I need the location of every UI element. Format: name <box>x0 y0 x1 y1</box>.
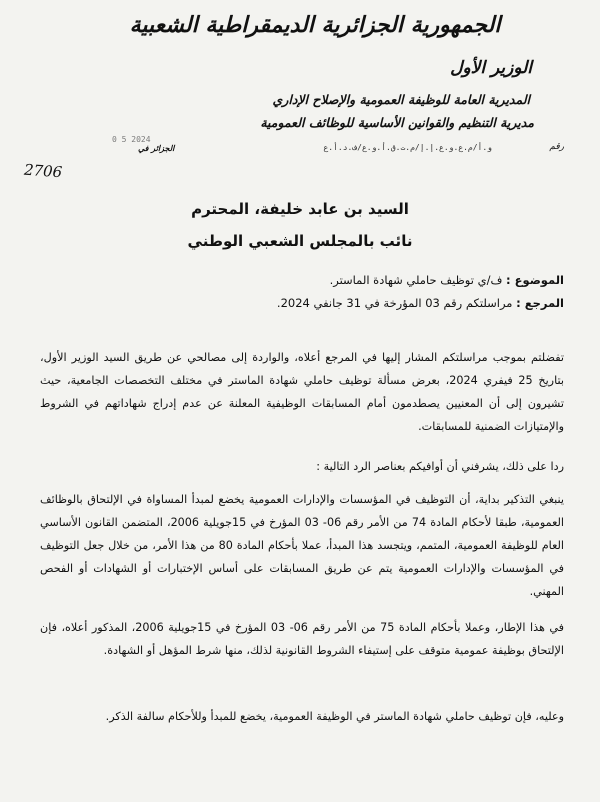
addressee-title: نائب بالمجلس الشعبي الوطني <box>187 232 413 250</box>
reference-line <box>40 296 564 310</box>
subject-text: ف/ي توظيف حاملي شهادة الماستر. <box>329 273 503 287</box>
reference-text: مراسلتكم رقم 03 المؤرخة في 31 جانفي 2024. <box>276 296 513 310</box>
body-paragraph-1: تفضلتم بموجب مراسلتكم المشار إليها في المرجع أعلاه، والواردة إلى مصالحي عن طريق السيد الوزير الأول، بتاريخ 25 فيفري 2024، بعرض مسألة توظيف حاملي شهادة الماستر في مختلف التخصصات الجامعية، حيث تشيرون إلى أن المعنيين يصطدمون أمام المسابقات الوظيفية المعلنة عن عدم إدراج شهاداتهم في الشروط والإمتيازات الضمنية للمسابقات. <box>40 351 564 433</box>
body-paragraph-2: ردا على ذلك، يشرفني أن أوافيكم بعناصر الرد التالية : <box>316 460 564 473</box>
date-stamp: 0 5 2024 <box>112 135 151 144</box>
body-paragraph-3: ينبغي التذكير بداية، أن التوظيف في المؤسسات والإدارات العمومية يخضع لمبدأ المساواة في الإلتحاق بالوظائف العمومية، طبقا لأحكام المادة 74 من الأمر رقم 06- 03 المؤرخ في 15جويلية 2006، المتضمن القانون الأساسي العام للوظيفة العمومية، المتمم، ويتجسد هذا المبدأ، عملا بأحكام المادة 80 من هذا الأمر، من خلال جعل التوظيف في المؤسسات والإدارات العمومية يتم عن طريق المسابقات على أساس الإختبارات أو الشهادات أو الفحص المهني. <box>40 493 564 598</box>
reference-code: و.أ/م.ع.و.ع.إ.إ/م.ت.ق.أ.و.ع/ف.د.أ.ع <box>323 143 492 152</box>
minister-heading: الوزير الأول <box>450 58 532 78</box>
addressee-name: السيد بن عابد خليفة، المحترم <box>191 200 409 218</box>
subject-line <box>40 273 564 287</box>
handwritten-number: 2706 <box>23 160 63 182</box>
reference-label: المرجع : <box>516 296 564 310</box>
body-paragraph-4: في هذا الإطار، وعملا بأحكام المادة 75 من الأمر رقم 06- 03 المؤرخ في 15جويلية 2006، المذكور أعلاه، فإن الإلتحاق بوظيفة عمومية متوقف على إستيفاء الشروط القانونية لذلك، منها شرط المؤهل أو الشهادة. <box>40 621 564 657</box>
subject-label: الموضوع : <box>506 273 564 287</box>
republic-heading: الجمهورية الجزائرية الديمقراطية الشعبية <box>129 12 501 38</box>
subdirectorate-line: مديرية التنظيم والقوانين الأساسية للوظائف العمومية <box>260 115 534 130</box>
place-date-label: الجزائر في <box>138 144 175 153</box>
directorate-line: المديرية العامة للوظيفة العمومية والإصلاح الإداري <box>272 92 530 107</box>
reference-number-label: رقم <box>549 142 564 152</box>
body-paragraph-5: وعليه، فإن توظيف حاملي شهادة الماستر في الوظيفة العمومية، يخضع للمبدأ وللأحكام سالفة الذكر. <box>105 710 564 723</box>
